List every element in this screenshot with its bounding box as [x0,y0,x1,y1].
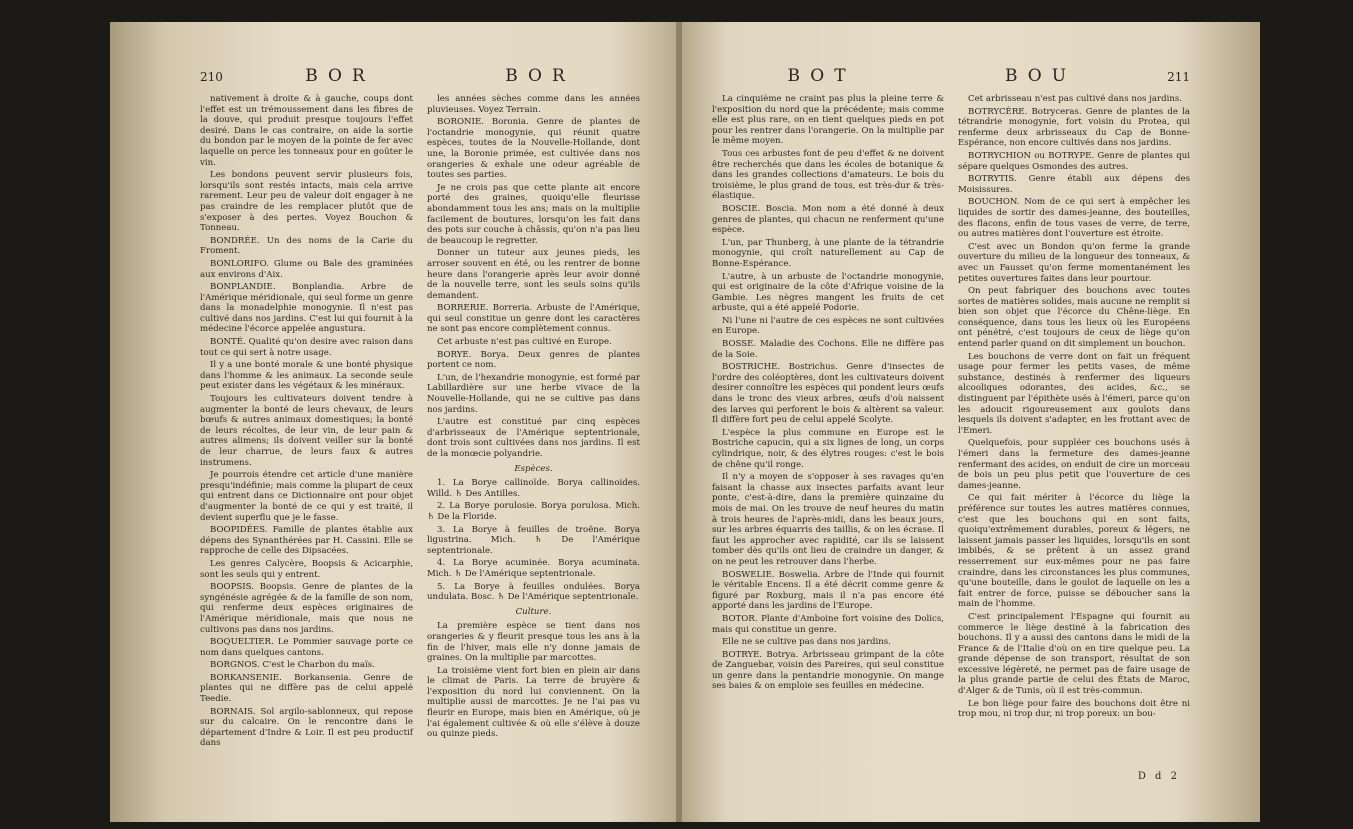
paragraph: BOOPIDÉES. Famille de plantes établie aux dépens des Synanthérées par H. Cassini. Elle se rapproche de celle des Dipsacées. [200,525,413,557]
paragraph: L'autre, à un arbuste de l'octandrie monogynie, qui est originaire de la côte d'Afrique voisine de la Gambie. Les nègres mangent les fruits de cet arbuste, qui a été appelé Podorie. [712,271,944,314]
paragraph: La troisième vient fort bien en plein air dans le climat de Paris. La terre de bruyère & l'exposition du nord lui conviennent. On la multiplie aussi de marcottes. Je ne l'ai pas vu fleurir en Europe, mais bien en Amérique, où je l'ai également cultivée & où elle s'élève à douze ou quinze pieds. [427,665,640,740]
paragraph: 2. La Borye porulosie. Borya porulosa. Mich. ♄ De la Floride. [427,501,640,522]
paragraph: BOSCIE. Boscia. Mon nom a été donné à deux genres de plantes, qui chacun ne renferment qu'une espèce. [712,203,944,236]
paragraph: Cet arbrisseau n'est pas cultivé dans nos jardins. [968,94,1183,104]
paragraph: Je pourrois étendre cet article d'une manière presqu'indéfinie; mais comme la plupart de ceux qui entrent dans ce Dictionnaire ont pour objet d'augmenter la bonté de ce qui y est traité, il devient superflu que je le fasse. [200,470,413,523]
paragraph: Ce qui fait mériter à l'écorce du liège la préférence sur toutes les autres matières connues, c'est que les bouchons qui en sont faits, quoiqu'extrêmement durables, poreux & légers, ne laissent jamais passer les liquides, lorsqu'ils en sont imbibés, & se prêtent à un assez grand resserrement sur eux-mêmes pour ne pas faire craindre, dans les circonstances les plus communes, qu'une bouteille, dans le goulot de laquelle on les a fait entrer de force, puisse se déboucher sans la main de l'homme. [958,493,1190,610]
paragraph: BOOPSIS. Boopsis. Genre de plantes de la syngénésie agrégée & de la famille de son nom, qui renferme deux espèces originaires de l'Amérique méridionale, mais que nous ne cultivons pas dans nos jardins. [200,582,413,635]
paragraph: Toujours les cultivateurs doivent tendre à augmenter la bonté de leurs chevaux, de leurs bœufs & autres animaux domestiques; la bonté de leurs récoltes, de leur vin, de leur pain & autres alimens; ils doivent veiller sur la bonté de leur charrue, de leurs faux & autres instrumens. [200,394,413,468]
left-page-number: 210 [200,70,223,84]
right-column-2 [958,94,1190,722]
paragraph: Les bouchons de verre dont on fait un fréquent usage pour fermer les petits vases, de même substance, destinés à renfermer des liqueurs alcooliques odorantes, des acides, &c., se distinguent par l'épithète usés à l'émeri, parce qu'on les adoucit rigoureusement aux goulots dans lesquels ils doivent s'adapter, en les frottant avec de l'Emeri. [958,351,1190,436]
right-column-1 [712,94,944,722]
paragraph: Le bon liège pour faire des bouchons doit être ni trop mou, ni trop dur, ni trop poreux: un bou- [958,698,1190,720]
paragraph: BOSWELIE. Boswelia. Arbre de l'Inde qui fournit le véritable Encens. Il a été décrit comme genre & figuré par Roxburg, mais il n'a pas encore été apporté dans les jardins de l'Europe. [712,569,944,612]
paragraph: 5. La Borye à feuilles ondulées. Borya undulata. Bosc. ♄ De l'Amérique septentrionale. [427,581,640,603]
left-running-head [200,66,640,88]
paragraph: Donner un tuteur aux jeunes pieds, les arroser souvent en été, ou les rentrer de bonne heure dans l'orangerie après leur avoir donné de la nouvelle terre, sont les seuls soins qu'ils demandent. [427,248,640,301]
paragraph: BORRERIE. Borreria. Arbuste de l'Amérique, qui seul constitue un genre dont les caractères ne sont pas encore complètement connus. [427,303,640,335]
left-column-2 [427,94,640,751]
paragraph: Cet arbuste n'est pas cultivé en Europe. [437,337,612,348]
paragraph: BORYE. Borya. Deux genres de plantes portent ce nom. [427,349,640,371]
paragraph: Il y a une bonté morale & une bonté physique dans l'homme & les animaux. La seconde seule peut exister dans les végétaux & les minéraux. [200,360,413,392]
paragraph: 3. La Borye à feuilles de troëne. Borya ligustrina. Mich. ♄ De l'Amérique septentrionale. [427,524,640,556]
paragraph: BORGNOS. C'est le Charbon du maïs. [210,660,375,671]
paragraph: Je ne crois pas que cette plante ait encore porté des graines, quoiqu'elle fleurisse abondamment tous les ans; mais on la multiplie facilement de boutures, lorsqu'on les fait dans des pots sur couche à châssis, qu'on n'a pas lieu de beaucoup le regretter. [427,182,640,246]
signature-mark: D d 2 [1137,771,1180,782]
paragraph: BORKANSENIE. Borkansenia. Genre de plantes qui ne diffère pas de celui appelé Teedie. [200,672,413,705]
paragraph: BONLORIFO. Glume ou Bale des graminées aux environs d'Aix. [200,258,413,280]
paragraph: BOUCHON. Nom de ce qui sert à empêcher les liquides de sortir des dames-jeanne, des bouteilles, des flacons, enfin de tous vases de verre, de terre, ou autres matières dont l'ouverture est étroite. [958,197,1190,240]
right-page-number: 211 [1167,70,1190,84]
paragraph: L'un, par Thunberg, à une plante de la tétrandrie monogynie, qui croît naturellement au Cap de Bonne-Espérance. [712,237,944,269]
paragraph: les années sèches comme dans les années pluvieuses. Voyez Terrain. [427,94,640,115]
left-head-word-1: BOR [305,66,375,86]
paragraph: L'un, de l'hexandrie monogynie, est formé par Labillardière sur une herbe vivace de la Nouvelle-Hollande, qui ne se cultive pas dans nos jardins. [427,372,640,415]
paragraph: BOTRYCÈRE. Botryceras. Genre de plantes de la tétrandrie monogynie, fort voisin du Protea, qui renferme deux arbrisseaux du Cap de Bonne-Espérance, non encore cultivés dans nos jardins. [958,106,1190,149]
paragraph: C'est principalement l'Espagne qui fournit au commerce le liège destiné à la fabrication des bouchons. Il y a aussi des cantons dans le midi de la France & de l'Italie d'où on en tire quelque peu. La grande dépense de son transport, résultat de son excessive légèreté, ne permet pas de faire usage de la plus grande partie de celui des États de Maroc, d'Alger & de Tunis, où il est très-commun. [958,611,1190,697]
left-page [110,22,678,822]
paragraph: BOSSE. Maladie des Cochons. Elle ne diffère pas de la Soie. [712,339,944,360]
open-book [110,22,1260,822]
paragraph: Espèces. [514,463,553,474]
paragraph: 1. La Borye callinoïde. Borya callinoides. Willd. ♄ Des Antilles. [427,478,640,499]
paragraph: BONPLANDIE. Bonplandia. Arbre de l'Amérique méridionale, qui seul forme un genre dans la monadelphie monogynie. Il n'est pas cultivé dans nos jardins. C'est lui qui fournit à la médecine l'écorce appelée angustura. [200,282,413,335]
paragraph: BOSTRICHE. Bostrichus. Genre d'insectes de l'ordre des coléoptères, dont les cultivateurs doivent desirer connoître les espèces qui pondent leurs œufs dans le tronc des vieux arbres, œufs d'où naissent des larves qui perforent le bois & altèrent sa valeur. Il diffère fort peu de celui appelé Scolyte. [712,362,944,426]
right-head-word-1: BOT [787,66,856,86]
paragraph: BOTRYTIS. Genre établi aux dépens des Moisissures. [958,174,1190,195]
paragraph: BOQUELTIER. Le Pommier sauvage porte ce nom dans quelques cantons. [200,637,413,658]
paragraph: BONTÉ. Qualité qu'on desire avec raison dans tout ce qui sert à notre usage. [200,337,413,358]
paragraph: Ni l'une ni l'autre de ces espèces ne sont cultivées en Europe. [712,315,944,337]
right-page [682,22,1260,822]
left-column-1 [200,94,413,751]
paragraph: Culture. [515,606,552,617]
paragraph: BOTRYE. Botrya. Arbrisseau grimpant de la côte de Zanguebar, voisin des Pareires, qui seul constitue un genre dans la pentandrie monogynie. On mange ses baies & on emploie ses feuilles en médecine. [712,649,944,692]
right-running-head [712,66,1190,88]
paragraph: La première espèce se tient dans nos orangeries & y fleurit presque tous les ans à la fin de l'hiver, mais elle n'y donne jamais de graines. On la multiplie par marcottes. [427,621,640,664]
paragraph: BONDRÉE. Un des noms de la Carie du Froment. [200,235,413,257]
paragraph: Il n'y a moyen de s'opposer à ses ravages qu'en faisant la chasse aux insectes parfaits avant leur ponte, c'est-à-dire, dans la première quinzaine du mois de mai. On les trouve de neuf heures du matin à trois heures de l'après-midi, dans les beaux jours, sur les arbres équarris des taillis, & on les écrase. Il faut les approcher avec rapidité, car ils se laissent tomber dès qu'ils ont lieu de craindre un danger, & on ne peut les retrouver dans l'herbe. [712,472,944,567]
paragraph: L'espèce la plus commune en Europe est le Bostriche capucin, qui a six lignes de long, un corps cylindrique, noir, & des élytres rouges: c'est le bois de chêne qu'il ronge. [712,427,944,470]
paragraph: Quelquefois, pour suppléer ces bouchons usés à l'émeri dans la fermeture des dames-jeanne renfermant des acides, on enduit de cire un morceau de bois un peu plus petit que l'ouverture de ces dames-jeanne. [958,438,1190,491]
paragraph: L'autre est constitué par cinq espèces d'arbrisseaux de l'Amérique septentrionale, dont trois sont cultivées dans nos jardins. Il est de la monœcie polyandrie. [427,417,640,459]
paragraph: BOTRYCHION ou BOTRYPE. Genre de plantes qui sépare quelques Osmondes des autres. [958,150,1190,172]
paragraph: C'est avec un Bondon qu'on ferme la grande ouverture du milieu de la longueur des tonneaux, & avec un Fausset qu'on ferme momentanément les petites ouvertures faites dans leur pourtour. [958,241,1190,284]
paragraph: On peut fabriquer des bouchons avec toutes sortes de matières solides, mais aucune ne remplit si bien son objet que l'écorce du Chêne-liège. En conséquence, dans tous les lieux où les Européens ont pénétré, c'est toujours de ceux de liège qu'on entend parler quand on dit simplement un bouchon. [958,286,1190,350]
paragraph: BORNAIS. Sol argilo-sablonneux, qui repose sur du calcaire. On le rencontre dans le département d'Indre & Loir. Il est peu productif dans [200,706,413,749]
paragraph: nativement à droite & à gauche, coups dont l'effet est un trémoussement dans les fibres de la douve, qui produit presque toujours l'effet desiré. Dans le cas contraire, on aide la sortie du bondon par le moyen de la pointe de fer avec laquelle on perce les tonneaux pour en goûter le vin. [200,94,413,168]
paragraph: Tous ces arbustes font de peu d'effet & ne doivent être recherchés que dans les écoles de botanique & dans les grandes collections d'amateurs. Le bois du troisième, le plus grand de tous, est très-dur & très-élastique. [712,148,944,202]
paragraph: BORONIE. Boronia. Genre de plantes de l'octandrie monogynie, qui réunit quatre espèces, toutes de la Nouvelle-Hollande, dont une, la Boronie primée, est cultivée dans nos orangeries & exhale une odeur agréable de toutes ses parties. [427,117,640,181]
right-head-word-2: BOU [1004,66,1077,86]
paragraph: Les bondons peuvent servir plusieurs fois, lorsqu'ils sont restés intacts, mais cela arrive rarement. Leur peu de valeur doit engager à ne pas craindre de les remplacer plutôt que de s'exposer à des pertes. Voyez Bouchon & Tonneau. [200,170,413,234]
left-head-word-2: BOR [505,66,575,86]
paragraph: Elle ne se cultive pas dans nos jardins. [722,637,891,648]
paragraph: La cinquième ne craint pas plus la pleine terre & l'exposition du nord que la précédente; mais comme elle est plus rare, on en tient quelques pieds en pot pour les rentrer dans l'orangerie. On la multiplie par le même moyen. [712,94,944,147]
paragraph: 4. La Borye acuminée. Borya acuminata. Mich. ♄ De l'Amérique septentrionale. [427,558,640,579]
paragraph: Les genres Calycère, Boopsis & Acicarphie, sont les seuls qui y entrent. [200,558,413,580]
paragraph: BOTOR. Plante d'Amboine fort voisine des Dolics, mais qui constitue un genre. [712,613,944,635]
